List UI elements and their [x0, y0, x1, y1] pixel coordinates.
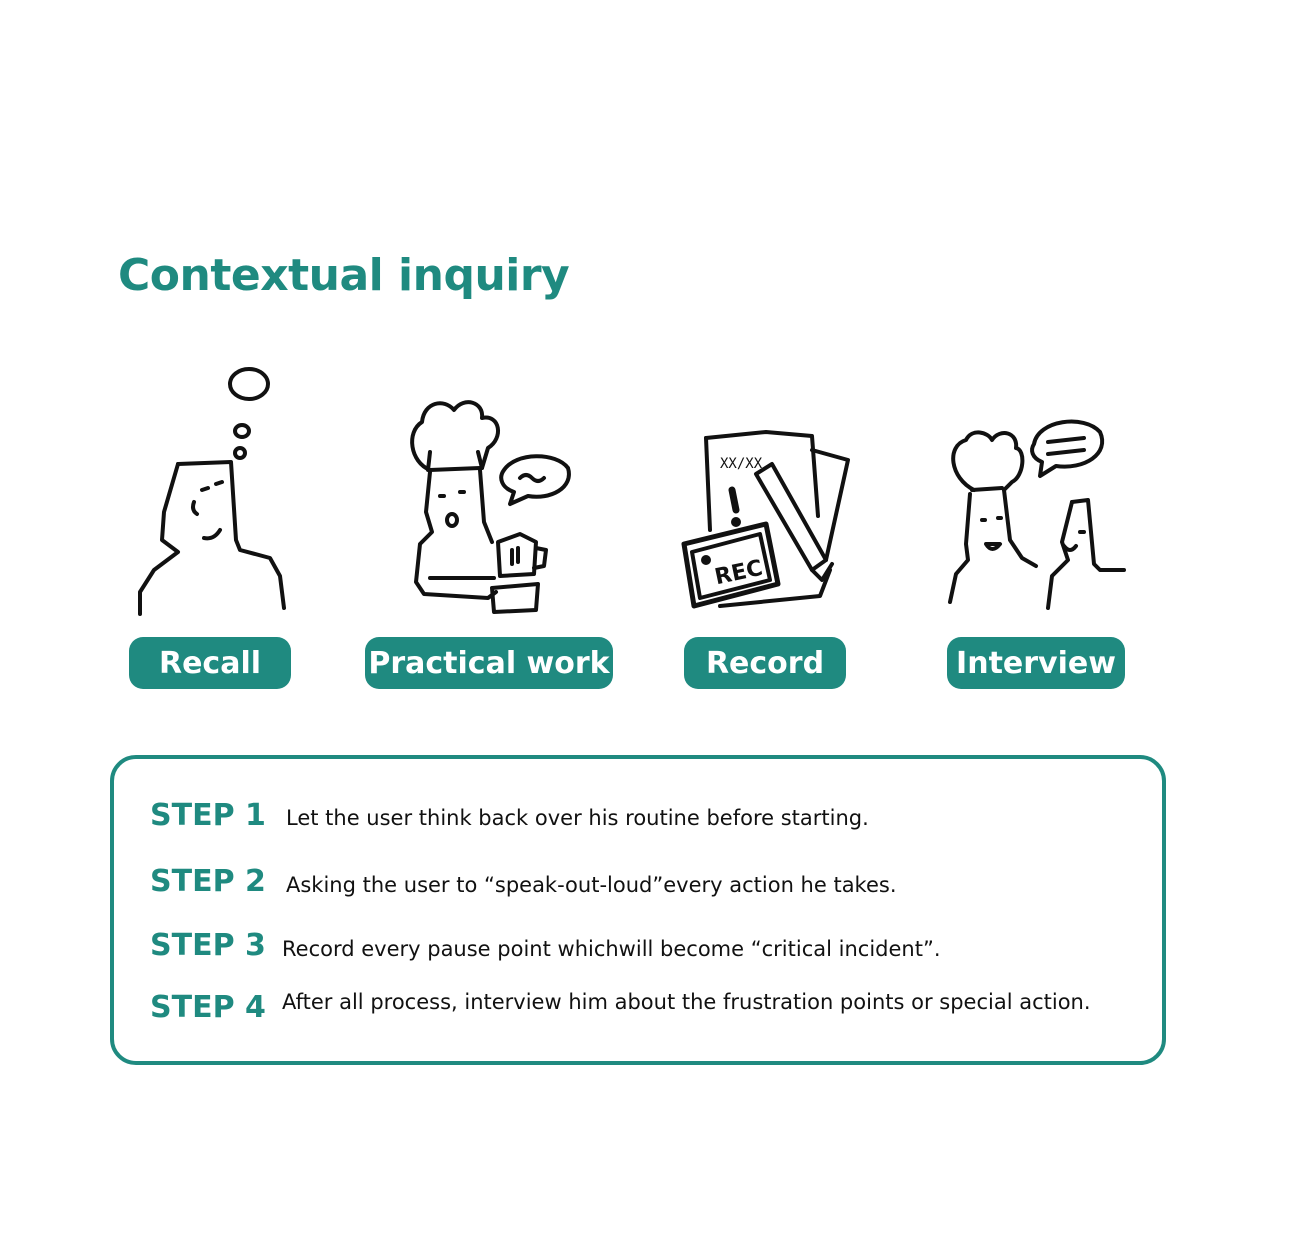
- step-2-label: STEP 2: [150, 864, 266, 899]
- category-interview: Interview: [947, 637, 1125, 689]
- category-practical-work: Practical work: [365, 637, 613, 689]
- steps-panel: [110, 755, 1166, 1065]
- rec-badge-text: REC: [712, 555, 765, 591]
- step-4-label: STEP 4: [150, 990, 266, 1025]
- thinking-person-icon: [130, 362, 300, 622]
- category-record: Record: [684, 637, 846, 689]
- step-3-text: Record every pause point whichwill become “critical incident”.: [282, 937, 941, 961]
- step-3-label: STEP 3: [150, 928, 266, 963]
- category-recall: Recall: [129, 637, 291, 689]
- rec-notes-icon: [676, 420, 856, 620]
- record-date-text: XX/XX: [720, 456, 763, 472]
- page-title: Contextual inquiry: [118, 250, 570, 301]
- step-4-text: After all process, interview him about the frustration points or special action.: [282, 990, 1091, 1014]
- interview-icon: [944, 414, 1134, 614]
- chef-working-icon: [400, 392, 580, 622]
- step-1-text: Let the user think back over his routine before starting.: [286, 806, 869, 830]
- step-1-label: STEP 1: [150, 798, 266, 833]
- step-2-text: Asking the user to “speak-out-loud”every action he takes.: [286, 873, 897, 897]
